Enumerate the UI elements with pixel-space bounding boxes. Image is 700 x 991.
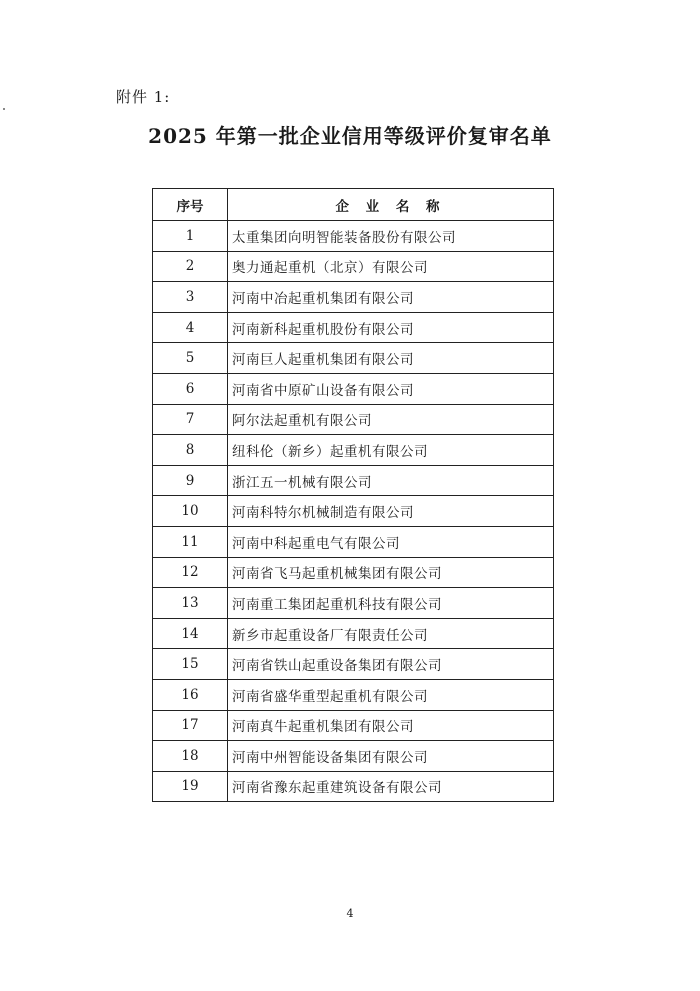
header-company-name: 企 业 名 称 [228,189,554,221]
row-number: 19 [153,771,228,802]
document-title: 2025 年第一批企业信用等级评价复审名单 [148,124,552,148]
row-number: 10 [153,496,228,527]
row-number: 14 [153,618,228,649]
table-row [153,282,554,313]
company-name: 纽科伦（新乡）起重机有限公司 [228,435,554,466]
company-name: 河南真牛起重机集团有限公司 [228,710,554,741]
table-row [153,771,554,802]
page-number: 4 [346,907,354,920]
company-name: 河南新科起重机股份有限公司 [228,312,554,343]
company-name: 河南中州智能设备集团有限公司 [228,741,554,772]
table-row [153,251,554,282]
table-row [153,557,554,588]
row-number: 17 [153,710,228,741]
header-number: 序号 [153,189,228,221]
table-row [153,526,554,557]
table-row [153,373,554,404]
company-name: 太重集团向明智能装备股份有限公司 [228,221,554,252]
table-row [153,221,554,252]
company-name: 河南省中原矿山设备有限公司 [228,373,554,404]
row-number: 5 [153,343,228,374]
attachment-label: 附件 1: [116,88,171,106]
table-row [153,741,554,772]
row-number: 15 [153,649,228,680]
company-name: 奥力通起重机（北京）有限公司 [228,251,554,282]
table-row [153,496,554,527]
row-number: 13 [153,588,228,619]
row-number: 9 [153,465,228,496]
row-number: 1 [153,221,228,252]
row-number: 4 [153,312,228,343]
table-header-row [153,189,554,221]
table-row [153,710,554,741]
company-name: 河南科特尔机械制造有限公司 [228,496,554,527]
row-number: 3 [153,282,228,313]
company-name: 阿尔法起重机有限公司 [228,404,554,435]
company-name: 河南省盛华重型起重机有限公司 [228,679,554,710]
table-row [153,343,554,374]
row-number: 11 [153,526,228,557]
scan-mark [3,108,5,110]
row-number: 8 [153,435,228,466]
row-number: 18 [153,741,228,772]
company-name: 河南省豫东起重建筑设备有限公司 [228,771,554,802]
table-row [153,588,554,619]
table-row [153,649,554,680]
company-table-container [152,188,554,802]
company-name: 新乡市起重设备厂有限责任公司 [228,618,554,649]
row-number: 16 [153,679,228,710]
company-table [152,188,554,802]
company-name: 河南巨人起重机集团有限公司 [228,343,554,374]
table-row [153,618,554,649]
company-name: 浙江五一机械有限公司 [228,465,554,496]
company-name: 河南省飞马起重机械集团有限公司 [228,557,554,588]
row-number: 2 [153,251,228,282]
table-row [153,465,554,496]
table-row [153,404,554,435]
company-name: 河南重工集团起重机科技有限公司 [228,588,554,619]
table-row [153,435,554,466]
company-name: 河南中冶起重机集团有限公司 [228,282,554,313]
row-number: 7 [153,404,228,435]
table-row [153,312,554,343]
company-name: 河南中科起重电气有限公司 [228,526,554,557]
company-name: 河南省铁山起重设备集团有限公司 [228,649,554,680]
row-number: 6 [153,373,228,404]
table-body [153,221,554,802]
table-row [153,679,554,710]
row-number: 12 [153,557,228,588]
